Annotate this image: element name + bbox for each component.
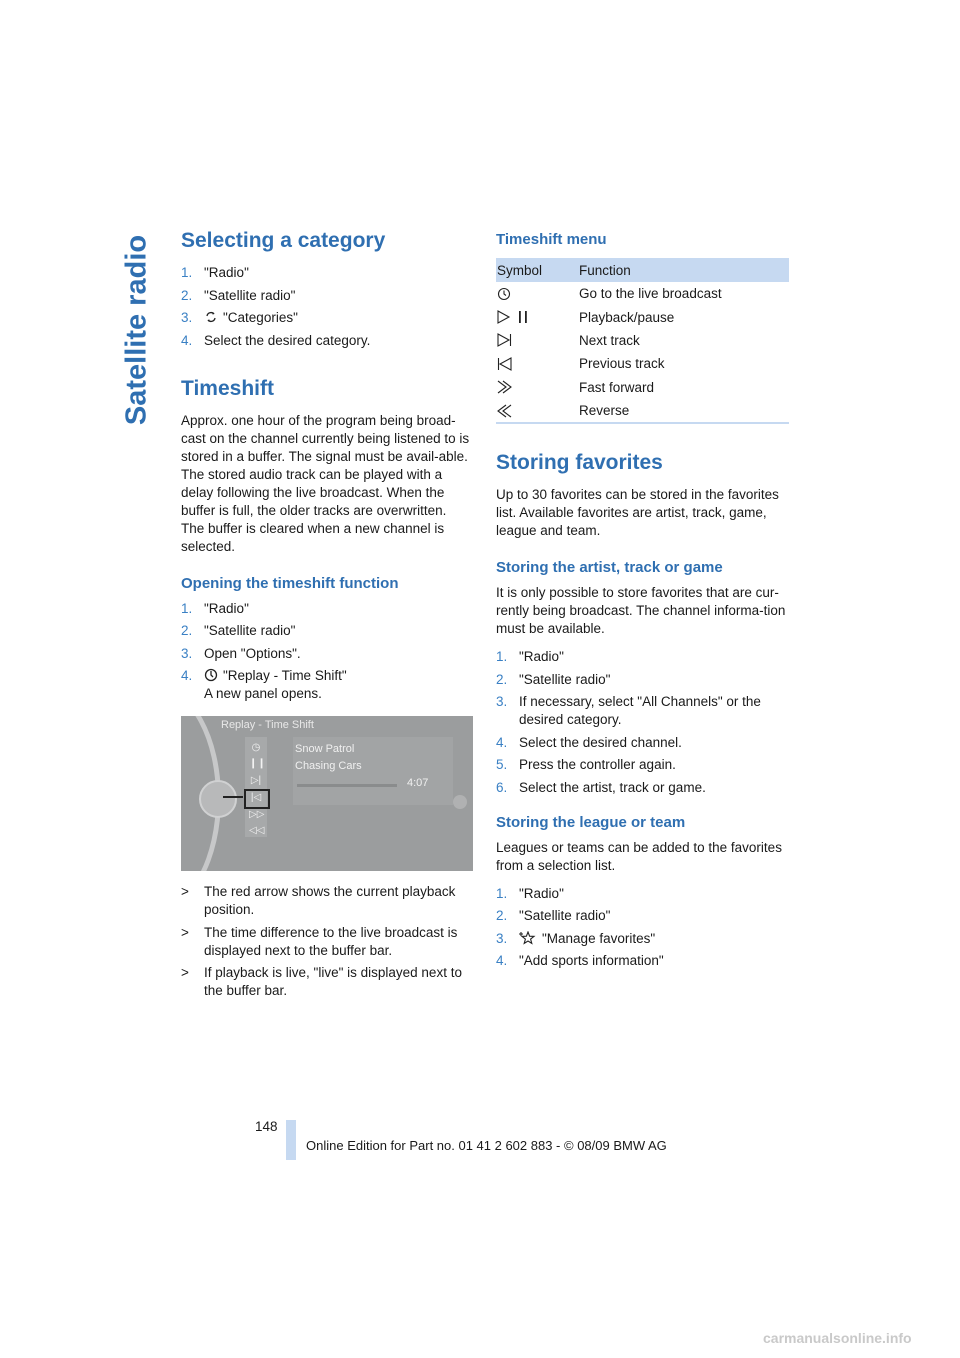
list-item: > The time difference to the live broadcast is displayed next to the buffer bar. — [181, 924, 458, 958]
heading-storing-favorites: Storing favorites — [496, 451, 663, 475]
list-item: 3. Open "Options". — [181, 645, 301, 661]
left-column — [181, 228, 473, 1005]
replay-icon — [204, 668, 218, 682]
previous-track-icon — [497, 357, 579, 371]
artist-steps — [496, 648, 789, 797]
screen-right-button-icon — [453, 795, 467, 809]
screen-previous-icon: |◁ — [250, 792, 262, 803]
list-item: 6. Select the artist, track or game. — [496, 779, 706, 795]
list-item: 1. "Radio" — [181, 265, 249, 280]
heading-selecting-category: Selecting a category — [181, 229, 386, 252]
list-item: 3. If necessary, select "All Channels" or the desired category. — [496, 694, 761, 728]
list-item: 4. Select the desired channel. — [496, 734, 682, 750]
table-row: Go to the live broadcast — [496, 282, 789, 305]
list-item: > The red arrow shows the current playback position. — [181, 884, 456, 917]
screen-notes — [181, 883, 473, 1000]
side-title — [117, 230, 157, 430]
categories-icon — [204, 310, 218, 324]
list-item: 3. "Manage favorites" — [496, 930, 656, 946]
list-item: 1. "Radio" — [496, 885, 564, 901]
list-item: > If playback is live, "live" is displayed next to the buffer bar. — [181, 965, 462, 998]
list-item: 4. Select the desired category. — [181, 332, 371, 348]
screen-selection-box — [244, 789, 270, 809]
footer-accent-bar — [286, 1120, 296, 1160]
table-row: Reverse — [496, 399, 789, 423]
manage-favorites-icon — [519, 931, 537, 945]
artist-paragraph: It is only possible to store favorites that are cur-rently being broadcast. The channel informa-tion must be available. — [496, 585, 786, 637]
side-title-text: Satellite radio — [120, 234, 153, 426]
table-row: Fast forward — [496, 376, 789, 399]
list-item: 1. "Radio" — [181, 600, 249, 616]
heading-timeshift-menu: Timeshift menu — [496, 231, 607, 248]
screen-forward-icon: ▷▷ — [249, 809, 265, 820]
heading-timeshift: Timeshift — [181, 376, 274, 400]
favorites-paragraph: Up to 30 favorites can be stored in the favorites list. Available favorites are artist, track, game, league and team. — [496, 487, 779, 539]
table-header-function: Function — [579, 258, 789, 282]
screen-reverse-icon: ◁◁ — [249, 825, 265, 836]
table-row: Next track — [496, 329, 789, 352]
timeshift-screen-image — [181, 716, 473, 871]
screen-artist: Snow Patrol — [295, 743, 355, 755]
next-track-icon — [497, 333, 579, 347]
screen-next-icon: ▷| — [250, 775, 262, 786]
heading-storing-league: Storing the league or team — [496, 813, 686, 831]
opening-steps — [181, 600, 473, 704]
screen-live-icon: ◷ — [251, 742, 261, 753]
list-item: 4. "Replay - Time Shift" A new panel opens. — [181, 668, 347, 701]
fast-forward-icon — [497, 380, 579, 394]
table-header-row — [496, 258, 789, 282]
table-header-symbol: Symbol — [496, 258, 579, 282]
play-pause-icon — [497, 310, 579, 324]
list-item: 2. "Satellite radio" — [181, 623, 296, 638]
timeshift-menu-table — [496, 258, 789, 424]
watermark: carmanualsonline.info — [763, 1330, 912, 1346]
table-row: Previous track — [496, 352, 789, 375]
screen-controller-knob — [199, 780, 237, 818]
screen-buffer-bar — [297, 784, 397, 787]
list-item: 3. "Categories" — [181, 310, 298, 325]
category-steps — [181, 264, 473, 350]
list-item: 2. "Satellite radio" — [496, 671, 611, 687]
list-item: 4. "Add sports information" — [496, 953, 664, 969]
list-item: 1. "Radio" — [496, 649, 564, 665]
screen-red-arrow — [223, 796, 243, 798]
screen-time: 4:07 — [407, 777, 429, 789]
heading-opening-timeshift: Opening the timeshift function — [181, 574, 399, 592]
screen-track: Chasing Cars — [295, 760, 362, 772]
table-row: Playback/pause — [496, 305, 789, 328]
screen-pause-icon: ❙❙ — [249, 758, 266, 769]
screen-title: Replay - Time Shift — [221, 719, 314, 731]
timeshift-paragraph: Approx. one hour of the program being broad-cast on the channel currently being listened to is stored in a buffer. The signal must be avail-able. The stored audio track can be played with a delay following the live broadcast. When the buffer is full, the older tracks are overwritten. The buffer is cleared when a new channel is selected. — [181, 412, 470, 554]
list-item: 2. "Satellite radio" — [181, 287, 296, 303]
list-item: 2. "Satellite radio" — [496, 908, 611, 924]
list-item: 5. Press the controller again. — [496, 757, 676, 773]
heading-storing-artist: Storing the artist, track or game — [496, 559, 723, 577]
live-broadcast-icon — [497, 287, 579, 301]
reverse-icon — [497, 404, 579, 418]
league-steps — [496, 885, 789, 971]
page-number: 148 — [255, 1119, 278, 1134]
league-paragraph: Leagues or teams can be added to the favorites from a selection list. — [496, 839, 782, 873]
right-column — [496, 228, 789, 975]
edition-text: Online Edition for Part no. 01 41 2 602 883 - © 08/09 BMW AG — [306, 1138, 667, 1153]
